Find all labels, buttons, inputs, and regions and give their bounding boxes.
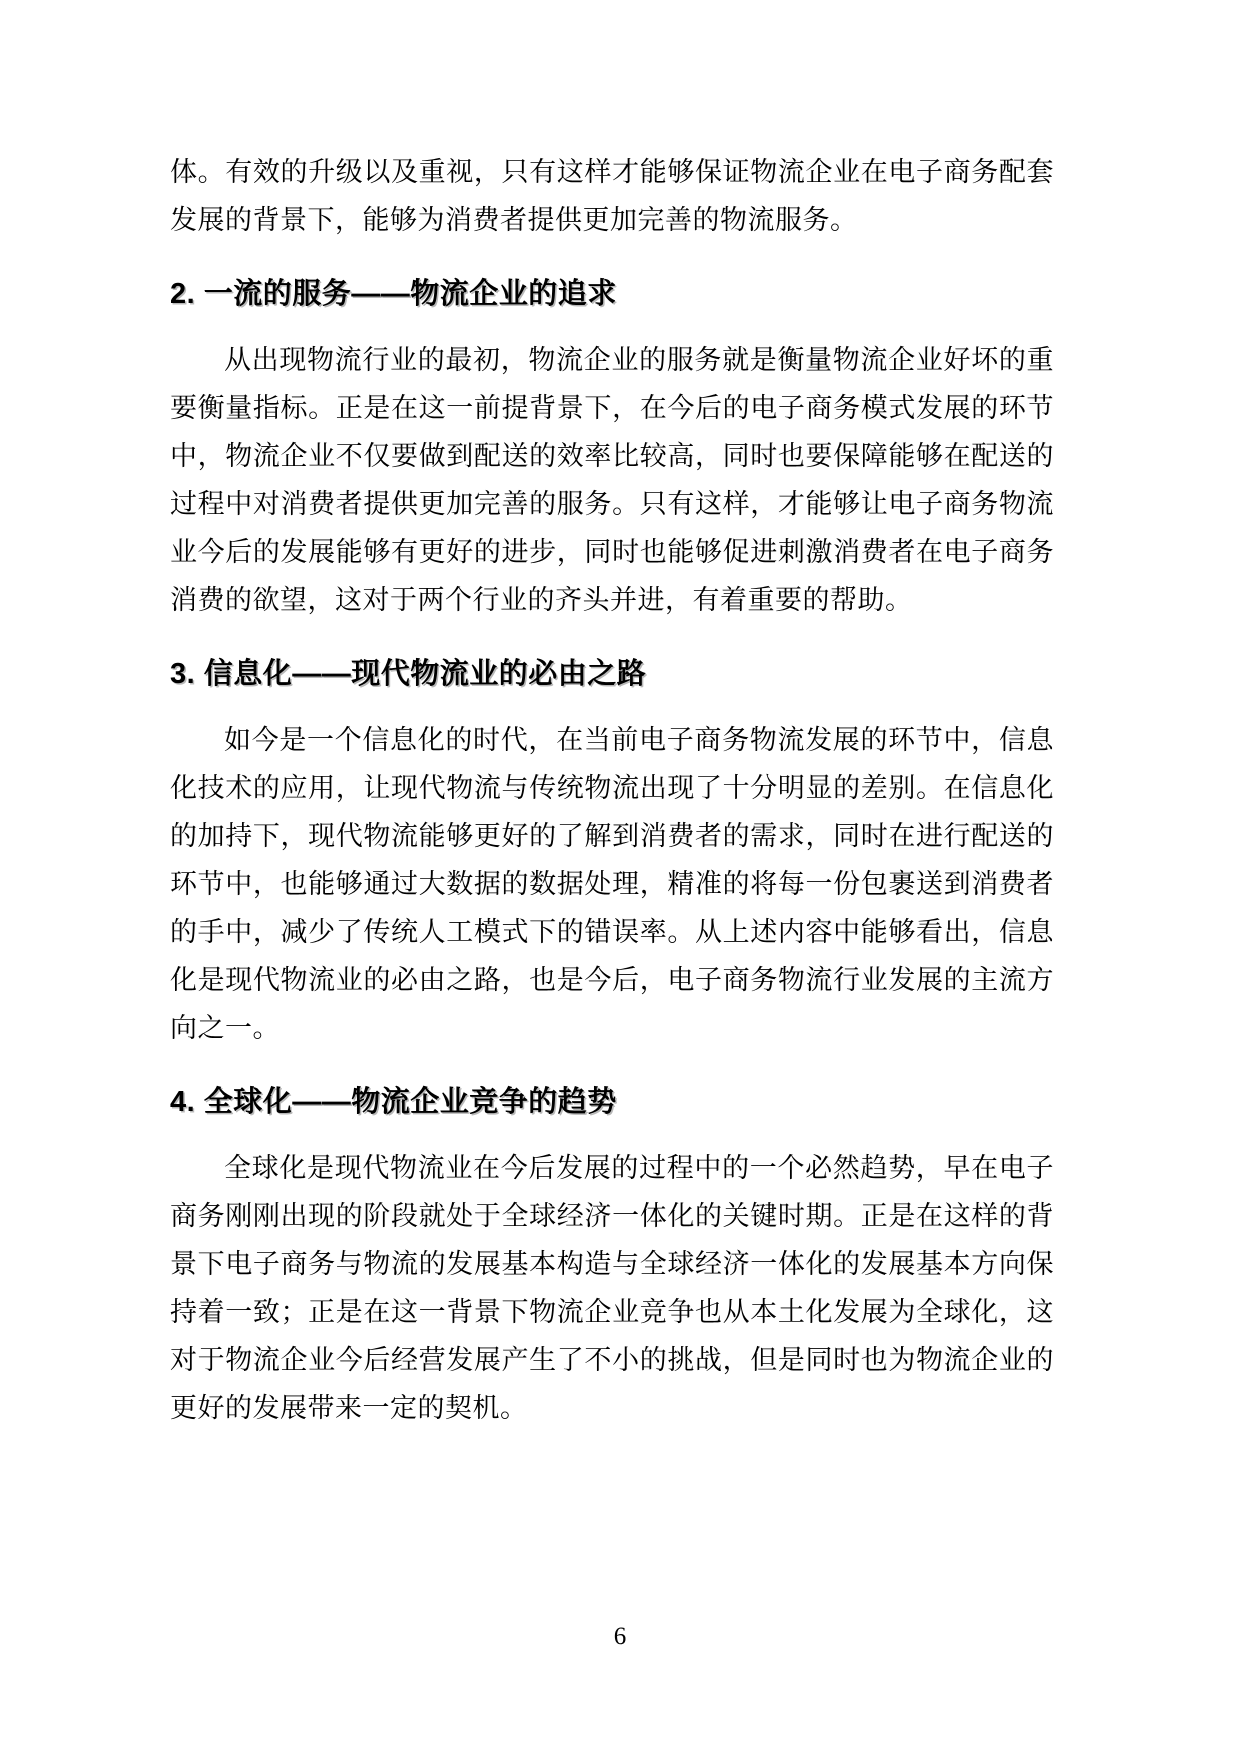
section-heading-service: 2. 一流的服务——物流企业的追求 (170, 278, 617, 310)
section-paragraph-service: 从出现物流行业的最初，物流企业的服务就是衡量物流企业好坏的重要衡量指标。正是在这一前提背景下，在今后的电子商务模式发展的环节中，物流企业不仅要做到配送的效率比较高，同时也要保障能够在配送的过程中对消费者提供更加完善的服务。只有这样，才能够让电子商务物流业今后的发展能够有更好的进步，同时也能够促进刺激消费者在电子商务消费的欲望，这对于两个行业的齐头并进，有着重要的帮助。 (170, 345, 1054, 615)
paragraph-continuation: 体。有效的升级以及重视，只有这样才能够保证物流企业在电子商务配套发展的背景下，能够为消费者提供更加完善的物流服务。 (170, 157, 1054, 235)
section-heading-informatization: 3. 信息化——现代物流业的必由之路 (170, 658, 647, 690)
section-heading-globalization: 4. 全球化——物流企业竞争的趋势 (170, 1086, 617, 1118)
section-paragraph-informatization: 如今是一个信息化的时代，在当前电子商务物流发展的环节中，信息化技术的应用，让现代物流与传统物流出现了十分明显的差别。在信息化的加持下，现代物流能够更好的了解到消费者的需求，同时在进行配送的环节中，也能够通过大数据的数据处理，精准的将每一份包裹送到消费者的手中，减少了传统人工模式下的错误率。从上述内容中能够看出，信息化是现代物流业的必由之路，也是今后，电子商务物流行业发展的主流方向之一。 (170, 725, 1054, 1043)
page-number: 6 (613, 1623, 627, 1650)
page-content (170, 148, 1054, 1432)
section-paragraph-globalization: 全球化是现代物流业在今后发展的过程中的一个必然趋势，早在电子商务刚刚出现的阶段就处于全球经济一体化的关键时期。正是在这样的背景下电子商务与物流的发展基本构造与全球经济一体化的发展基本方向保持着一致；正是在这一背景下物流企业竞争也从本土化发展为全球化，这对于物流企业今后经营发展产生了不小的挑战，但是同时也为物流企业的更好的发展带来一定的契机。 (170, 1153, 1054, 1423)
